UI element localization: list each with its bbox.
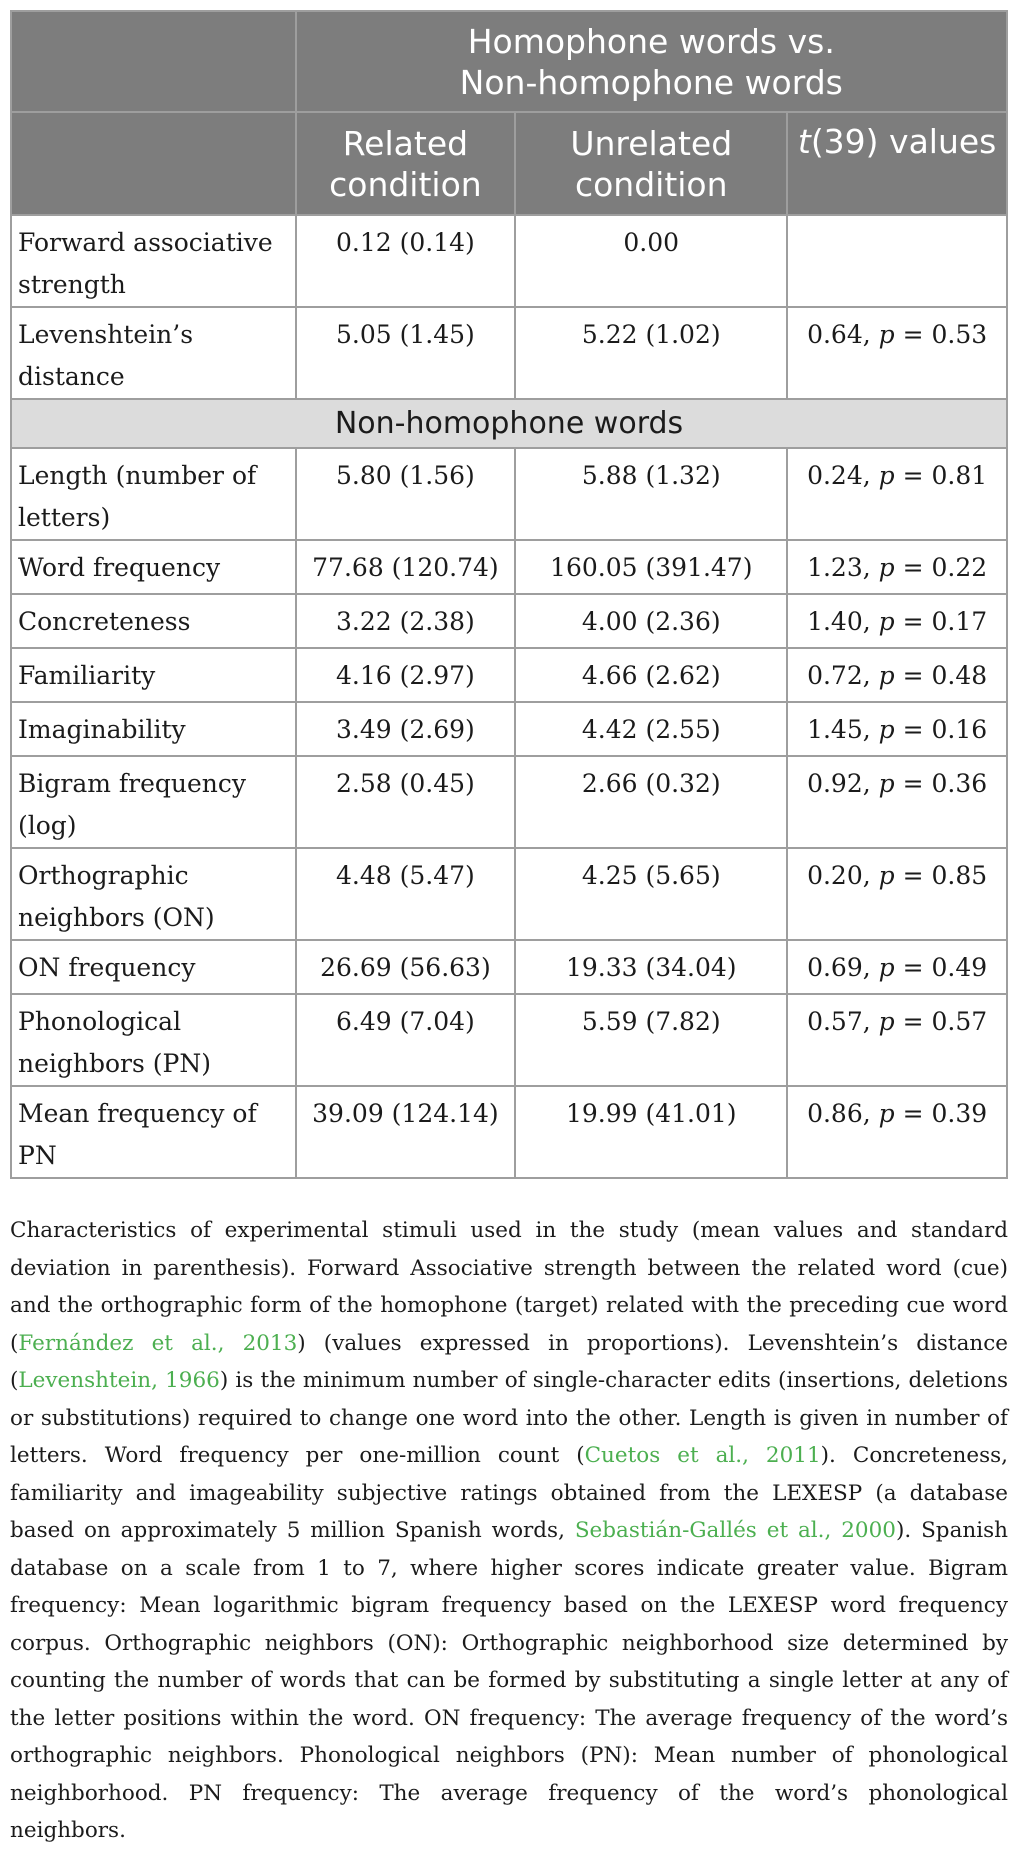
p-value: = 0.81 [894,461,988,490]
caption-text-4: ). Concreteness, familiarity and imageability subjective ratings obtained from the LEXESP (a database based on approximately 5 million Spanish words, [10,1443,1008,1543]
header-group-row [11,11,1007,112]
stimuli-table [10,10,1008,1179]
unrelated-value: 4.42 (2.55) [515,702,787,756]
header-related: Related condition [296,112,516,215]
related-value: 5.05 (1.45) [296,307,516,399]
section-title: Non-homophone words [11,399,1007,448]
header-t-rest: (39) values [810,122,997,161]
p-symbol: p [878,461,895,490]
row-label: Familiarity [11,648,296,702]
t-value [787,215,1007,307]
t-value [787,848,1007,940]
unrelated-value: 5.22 (1.02) [515,307,787,399]
citation-link-sebastian-galles[interactable]: Sebastián-Gallés et al., 2000 [574,1518,896,1543]
row-label: Concreteness [11,594,296,648]
table-caption [10,1212,1008,1850]
header-columns-row [11,112,1007,215]
t-value [787,756,1007,848]
t-stat: 0.64, [807,320,879,349]
related-value: 39.09 (124.14) [296,1086,516,1178]
table-row [11,594,1007,648]
related-value: 2.58 (0.45) [296,756,516,848]
p-value: = 0.85 [894,861,988,890]
table-row [11,994,1007,1086]
row-label: Word frequency [11,540,296,594]
t-value [787,994,1007,1086]
unrelated-value: 160.05 (391.47) [515,540,787,594]
table-row [11,215,1007,307]
p-symbol: p [878,953,895,982]
row-label: Levenshtein’s distance [11,307,296,399]
citation-link-cuetos[interactable]: Cuetos et al., 2011 [584,1443,821,1468]
section-row [11,399,1007,448]
p-symbol: p [878,661,895,690]
caption-text-5: ). Spanish database on a scale from 1 to 7, where higher scores indicate greater value. Bigram frequency: Mean logarithmic bigram frequency based on the LEXESP word frequency corpus. Orthographic neighbors (ON): Orthographic neighborhood size determined by counting the number of words that can be formed by substituting a single letter at any of the letter positions within the word. ON frequency: The average frequency of the word’s orthographic neighbors. Phonological neighbors (PN): Mean number of phonological neighborhood. PN frequency: The average frequency of the word’s phonological neighbors. [10,1518,1008,1843]
caption-text-1: Characteristics of experimental stimuli used in the study (mean values and standard deviation in parenthesis). Forward Associative strength between the related word (cue) and the orthographic form of the homophone (target) related with the preceding cue word ( [10,1218,1008,1356]
p-value: = 0.17 [894,607,988,636]
unrelated-value: 5.88 (1.32) [515,448,787,540]
related-value: 26.69 (56.63) [296,940,516,994]
table-row [11,702,1007,756]
p-value: = 0.16 [894,715,988,744]
p-symbol: p [878,861,895,890]
t-stat: 0.72, [807,661,879,690]
header-empty-cell [11,112,296,215]
table-row [11,540,1007,594]
p-symbol: p [878,607,895,636]
p-symbol: p [878,1099,895,1128]
table-row [11,307,1007,399]
header-unrelated: Unrelated condition [515,112,787,215]
p-value: = 0.57 [894,1007,988,1036]
t-stat: 1.40, [807,607,879,636]
table-row [11,448,1007,540]
table-row [11,756,1007,848]
t-value [787,940,1007,994]
table-row [11,1086,1007,1178]
unrelated-value: 5.59 (7.82) [515,994,787,1086]
top-rows [11,215,1007,399]
unrelated-value: 19.99 (41.01) [515,1086,787,1178]
p-symbol: p [878,1007,895,1036]
p-symbol: p [878,320,895,349]
p-value: = 0.39 [894,1099,988,1128]
unrelated-value: 4.00 (2.36) [515,594,787,648]
related-value: 6.49 (7.04) [296,994,516,1086]
related-value: 3.22 (2.38) [296,594,516,648]
t-stat: 1.45, [807,715,879,744]
header-t-italic: t [797,122,811,161]
p-value: = 0.48 [894,661,988,690]
related-value: 5.80 (1.56) [296,448,516,540]
row-label: ON frequency [11,940,296,994]
row-label: Bigram frequency (log) [11,756,296,848]
related-value: 3.49 (2.69) [296,702,516,756]
citation-link-levenshtein[interactable]: Levenshtein, 1966 [18,1368,220,1393]
row-label: Imaginability [11,702,296,756]
t-value [787,648,1007,702]
t-stat: 0.86, [807,1099,879,1128]
t-stat: 0.57, [807,1007,879,1036]
related-value: 4.48 (5.47) [296,848,516,940]
unrelated-value: 4.25 (5.65) [515,848,787,940]
t-value [787,594,1007,648]
p-symbol: p [878,769,895,798]
p-value: = 0.49 [894,953,988,982]
t-value [787,702,1007,756]
header-t-values [787,112,1007,215]
header-empty-cell [11,11,296,112]
unrelated-value: 4.66 (2.62) [515,648,787,702]
p-value: = 0.53 [894,320,988,349]
row-label: Orthographic neighbors (ON) [11,848,296,940]
related-value: 0.12 (0.14) [296,215,516,307]
row-label: Phonological neighbors (PN) [11,994,296,1086]
row-label: Forward associative strength [11,215,296,307]
t-value [787,1086,1007,1178]
t-value [787,540,1007,594]
t-stat: 0.69, [807,953,879,982]
table-row [11,848,1007,940]
p-symbol: p [878,553,895,582]
unrelated-value: 0.00 [515,215,787,307]
t-stat: 0.24, [807,461,879,490]
table-row [11,940,1007,994]
unrelated-value: 19.33 (34.04) [515,940,787,994]
related-value: 77.68 (120.74) [296,540,516,594]
unrelated-value: 2.66 (0.32) [515,756,787,848]
p-symbol: p [878,715,895,744]
row-label: Length (number of letters) [11,448,296,540]
row-label: Mean frequency of PN [11,1086,296,1178]
caption-text-3: ) is the minimum number of single-character edits (insertions, deletions or substitutions) required to change one word into the other. Length is given in number of letters. Word frequency per one-million count ( [10,1368,1008,1468]
table-row [11,648,1007,702]
body-rows [11,448,1007,1178]
t-value [787,307,1007,399]
citation-link-fernandez[interactable]: Fernández et al., 2013 [18,1330,298,1356]
t-stat: 0.20, [807,861,879,890]
t-value [787,448,1007,540]
t-stat: 0.92, [807,769,879,798]
p-value: = 0.22 [894,553,988,582]
caption-text-2: ) (values expressed in proportions). Levenshtein’s distance ( [10,1330,1008,1393]
t-stat: 1.23, [807,553,879,582]
p-value: = 0.36 [894,769,988,798]
related-value: 4.16 (2.97) [296,648,516,702]
header-group-title: Homophone words vs. Non-homophone words [296,11,1007,112]
